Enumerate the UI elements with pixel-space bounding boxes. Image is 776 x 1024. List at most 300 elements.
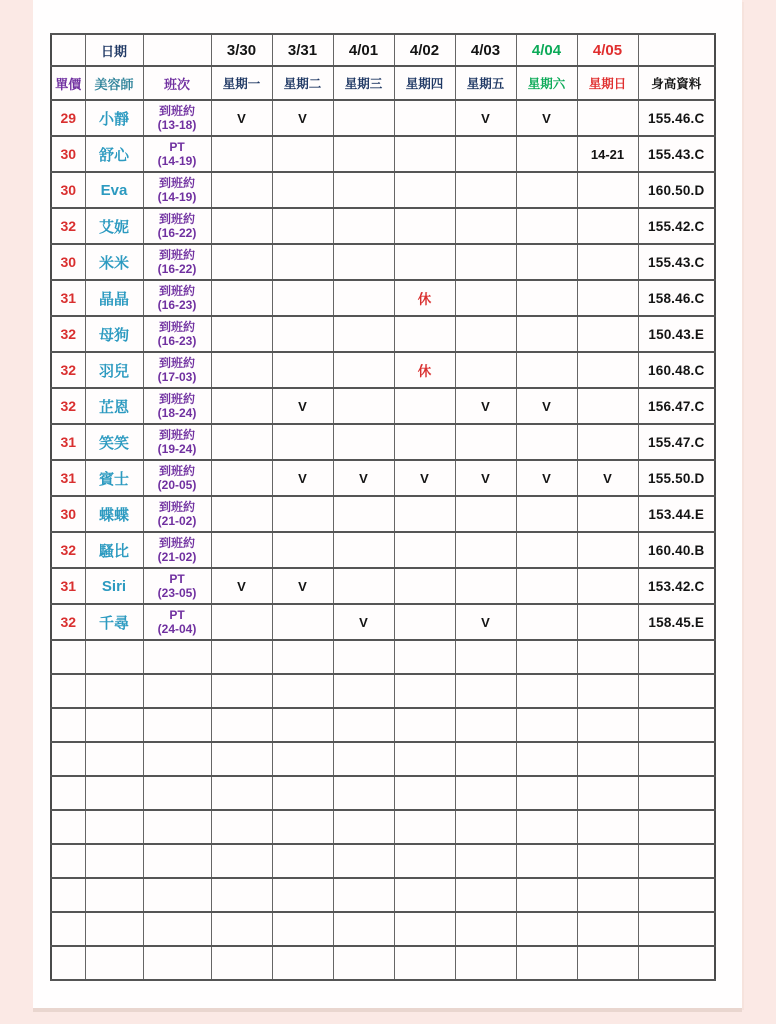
empty-cell xyxy=(394,674,455,708)
day-cell-7 xyxy=(577,568,638,604)
empty-cell xyxy=(211,878,272,912)
day-cell-7 xyxy=(577,172,638,208)
corner-blank-cell xyxy=(51,34,85,66)
empty-cell xyxy=(211,674,272,708)
empty-cell xyxy=(577,912,638,946)
weekday-header-1: 星期一 xyxy=(211,66,272,100)
day-cell-2 xyxy=(272,532,333,568)
empty-cell xyxy=(577,810,638,844)
empty-cell xyxy=(211,776,272,810)
shift-cell: 到班約 (16-23) xyxy=(143,316,211,352)
empty-cell xyxy=(516,708,577,742)
day-cell-1 xyxy=(211,316,272,352)
schedule-row-艾妮 xyxy=(51,208,715,244)
empty-cell xyxy=(333,776,394,810)
day-cell-4: 休 xyxy=(394,352,455,388)
day-cell-6: V xyxy=(516,460,577,496)
empty-cell xyxy=(577,776,638,810)
height-info-cell: 155.42.C xyxy=(638,208,715,244)
schedule-row-母狗 xyxy=(51,316,715,352)
shift-cell: 到班約 (21-02) xyxy=(143,496,211,532)
shift-cell: 到班約 (14-19) xyxy=(143,172,211,208)
price-cell: 32 xyxy=(51,388,85,424)
day-cell-4: 休 xyxy=(394,280,455,316)
height-info-cell: 156.47.C xyxy=(638,388,715,424)
day-cell-1 xyxy=(211,172,272,208)
day-cell-3: V xyxy=(333,460,394,496)
empty-cell xyxy=(51,912,85,946)
shift-blank-header-cell xyxy=(143,34,211,66)
empty-cell xyxy=(455,640,516,674)
empty-cell xyxy=(143,674,211,708)
beautician-name-cell: Eva xyxy=(85,172,143,208)
empty-cell xyxy=(85,946,143,980)
day-cell-3 xyxy=(333,172,394,208)
empty-cell xyxy=(211,640,272,674)
day-cell-1 xyxy=(211,496,272,532)
beautician-name-cell: 羽兒 xyxy=(85,352,143,388)
empty-cell xyxy=(85,776,143,810)
empty-cell xyxy=(143,708,211,742)
day-cell-7: 14-21 xyxy=(577,136,638,172)
height-info-cell: 160.48.C xyxy=(638,352,715,388)
day-cell-6 xyxy=(516,532,577,568)
empty-cell xyxy=(272,742,333,776)
empty-cell xyxy=(516,844,577,878)
empty-cell xyxy=(143,878,211,912)
day-cell-2 xyxy=(272,352,333,388)
empty-cell xyxy=(51,844,85,878)
empty-cell xyxy=(577,742,638,776)
empty-cell xyxy=(85,844,143,878)
day-cell-4: V xyxy=(394,460,455,496)
day-cell-3 xyxy=(333,532,394,568)
beautician-name-cell: 千尋 xyxy=(85,604,143,640)
day-cell-7 xyxy=(577,208,638,244)
shift-cell: 到班約 (20-05) xyxy=(143,460,211,496)
schedule-row-蝶蝶 xyxy=(51,496,715,532)
schedule-row-晶晶 xyxy=(51,280,715,316)
empty-cell xyxy=(85,674,143,708)
day-cell-4 xyxy=(394,604,455,640)
price-cell: 32 xyxy=(51,532,85,568)
empty-cell xyxy=(143,844,211,878)
day-cell-3 xyxy=(333,496,394,532)
day-cell-3 xyxy=(333,568,394,604)
day-cell-2 xyxy=(272,424,333,460)
empty-cell xyxy=(516,640,577,674)
day-cell-3 xyxy=(333,100,394,136)
shift-cell: 到班約 (21-02) xyxy=(143,532,211,568)
weekday-header-4: 星期四 xyxy=(394,66,455,100)
empty-cell xyxy=(455,776,516,810)
day-cell-2: V xyxy=(272,100,333,136)
day-cell-7 xyxy=(577,424,638,460)
empty-cell xyxy=(333,878,394,912)
beautician-name-cell: 艾妮 xyxy=(85,208,143,244)
empty-cell xyxy=(333,912,394,946)
day-cell-4 xyxy=(394,136,455,172)
price-cell: 32 xyxy=(51,208,85,244)
day-cell-6 xyxy=(516,604,577,640)
empty-cell xyxy=(143,742,211,776)
day-cell-5 xyxy=(455,280,516,316)
day-cell-5 xyxy=(455,424,516,460)
height-info-cell: 155.43.C xyxy=(638,244,715,280)
day-cell-6 xyxy=(516,496,577,532)
day-cell-4 xyxy=(394,316,455,352)
date-header-4/05: 4/05 xyxy=(577,34,638,66)
empty-cell xyxy=(333,708,394,742)
day-cell-7 xyxy=(577,244,638,280)
empty-cell xyxy=(638,708,715,742)
beautician-name-cell: 小靜 xyxy=(85,100,143,136)
empty-cell xyxy=(394,844,455,878)
day-cell-6: V xyxy=(516,100,577,136)
height-info-cell: 158.45.E xyxy=(638,604,715,640)
empty-cell xyxy=(516,742,577,776)
empty-cell xyxy=(455,912,516,946)
shift-cell: PT (14-19) xyxy=(143,136,211,172)
schedule-row-千尋 xyxy=(51,604,715,640)
day-cell-3: V xyxy=(333,604,394,640)
day-cell-1 xyxy=(211,460,272,496)
empty-cell xyxy=(516,912,577,946)
empty-cell xyxy=(577,844,638,878)
day-cell-7 xyxy=(577,100,638,136)
day-cell-4 xyxy=(394,172,455,208)
day-cell-1 xyxy=(211,352,272,388)
empty-cell xyxy=(333,640,394,674)
empty-row xyxy=(51,674,715,708)
empty-cell xyxy=(516,674,577,708)
day-cell-7 xyxy=(577,604,638,640)
empty-cell xyxy=(272,776,333,810)
day-cell-2 xyxy=(272,280,333,316)
day-cell-5 xyxy=(455,568,516,604)
day-cell-2: V xyxy=(272,388,333,424)
day-cell-7 xyxy=(577,352,638,388)
empty-cell xyxy=(455,878,516,912)
day-cell-4 xyxy=(394,568,455,604)
price-cell: 32 xyxy=(51,604,85,640)
beautician-name-cell: 芷恩 xyxy=(85,388,143,424)
day-cell-4 xyxy=(394,424,455,460)
empty-cell xyxy=(211,810,272,844)
beautician-name-cell: 騷比 xyxy=(85,532,143,568)
day-cell-7: V xyxy=(577,460,638,496)
empty-cell xyxy=(577,878,638,912)
shift-column-header: 班次 xyxy=(143,66,211,100)
day-cell-5: V xyxy=(455,460,516,496)
empty-cell xyxy=(51,946,85,980)
day-cell-3 xyxy=(333,424,394,460)
day-cell-6: V xyxy=(516,388,577,424)
price-column-header: 單價 xyxy=(51,66,85,100)
price-cell: 31 xyxy=(51,460,85,496)
height-info-column-header: 身高資料 xyxy=(638,66,715,100)
day-cell-6 xyxy=(516,316,577,352)
day-cell-3 xyxy=(333,280,394,316)
day-cell-6 xyxy=(516,568,577,604)
beautician-name-cell: 賓士 xyxy=(85,460,143,496)
day-cell-2 xyxy=(272,172,333,208)
empty-row xyxy=(51,708,715,742)
day-cell-6 xyxy=(516,352,577,388)
empty-cell xyxy=(394,912,455,946)
empty-cell xyxy=(51,810,85,844)
day-cell-1 xyxy=(211,388,272,424)
empty-cell xyxy=(455,742,516,776)
empty-cell xyxy=(638,844,715,878)
day-cell-2 xyxy=(272,604,333,640)
day-cell-1 xyxy=(211,424,272,460)
weekday-header-2: 星期二 xyxy=(272,66,333,100)
empty-cell xyxy=(211,742,272,776)
empty-cell xyxy=(51,742,85,776)
schedule-sheet-card xyxy=(33,0,742,1008)
price-cell: 32 xyxy=(51,316,85,352)
empty-cell xyxy=(638,912,715,946)
price-cell: 31 xyxy=(51,424,85,460)
day-cell-6 xyxy=(516,424,577,460)
day-cell-1 xyxy=(211,604,272,640)
day-cell-3 xyxy=(333,244,394,280)
day-cell-7 xyxy=(577,532,638,568)
day-cell-2 xyxy=(272,208,333,244)
day-cell-5 xyxy=(455,316,516,352)
empty-cell xyxy=(638,946,715,980)
height-info-cell: 150.43.E xyxy=(638,316,715,352)
shift-cell: 到班約 (16-23) xyxy=(143,280,211,316)
day-cell-1: V xyxy=(211,568,272,604)
empty-row xyxy=(51,844,715,878)
price-cell: 30 xyxy=(51,136,85,172)
empty-cell xyxy=(211,946,272,980)
weekday-header-3: 星期三 xyxy=(333,66,394,100)
day-cell-7 xyxy=(577,388,638,424)
day-cell-7 xyxy=(577,316,638,352)
schedule-row-米米 xyxy=(51,244,715,280)
shift-cell: 到班約 (19-24) xyxy=(143,424,211,460)
day-cell-1 xyxy=(211,244,272,280)
schedule-table xyxy=(50,33,716,981)
shift-cell: 到班約 (16-22) xyxy=(143,208,211,244)
empty-cell xyxy=(455,844,516,878)
day-cell-6 xyxy=(516,280,577,316)
weekday-header-7: 星期日 xyxy=(577,66,638,100)
empty-cell xyxy=(85,708,143,742)
day-cell-6 xyxy=(516,244,577,280)
day-cell-3 xyxy=(333,208,394,244)
beautician-column-header: 美容師 xyxy=(85,66,143,100)
height-info-cell: 155.50.D xyxy=(638,460,715,496)
shift-cell: 到班約 (17-03) xyxy=(143,352,211,388)
day-cell-4 xyxy=(394,496,455,532)
empty-cell xyxy=(394,708,455,742)
day-cell-2 xyxy=(272,136,333,172)
empty-cell xyxy=(85,878,143,912)
date-header-row xyxy=(51,34,715,66)
empty-cell xyxy=(394,810,455,844)
day-cell-1 xyxy=(211,280,272,316)
day-cell-1: V xyxy=(211,100,272,136)
day-cell-5 xyxy=(455,244,516,280)
schedule-row-芷恩 xyxy=(51,388,715,424)
day-cell-6 xyxy=(516,172,577,208)
empty-cell xyxy=(394,776,455,810)
empty-cell xyxy=(272,878,333,912)
day-cell-2 xyxy=(272,316,333,352)
schedule-row-賓士 xyxy=(51,460,715,496)
date-header-3/30: 3/30 xyxy=(211,34,272,66)
empty-cell xyxy=(577,640,638,674)
day-cell-5 xyxy=(455,496,516,532)
price-cell: 30 xyxy=(51,172,85,208)
day-cell-4 xyxy=(394,100,455,136)
day-cell-6 xyxy=(516,208,577,244)
empty-row xyxy=(51,878,715,912)
price-cell: 30 xyxy=(51,496,85,532)
beautician-name-cell: 舒心 xyxy=(85,136,143,172)
day-cell-5 xyxy=(455,352,516,388)
empty-row xyxy=(51,776,715,810)
date-header-4/02: 4/02 xyxy=(394,34,455,66)
empty-cell xyxy=(51,776,85,810)
schedule-row-Eva xyxy=(51,172,715,208)
empty-cell xyxy=(272,708,333,742)
empty-cell xyxy=(143,810,211,844)
empty-cell xyxy=(143,640,211,674)
day-cell-5: V xyxy=(455,604,516,640)
beautician-name-cell: 笑笑 xyxy=(85,424,143,460)
empty-row xyxy=(51,742,715,776)
empty-cell xyxy=(211,708,272,742)
empty-cell xyxy=(51,878,85,912)
empty-cell xyxy=(333,810,394,844)
beautician-name-cell: 母狗 xyxy=(85,316,143,352)
empty-cell xyxy=(85,640,143,674)
empty-cell xyxy=(394,878,455,912)
empty-cell xyxy=(211,912,272,946)
empty-cell xyxy=(394,742,455,776)
day-cell-5 xyxy=(455,172,516,208)
day-cell-4 xyxy=(394,388,455,424)
day-cell-5 xyxy=(455,136,516,172)
day-cell-2: V xyxy=(272,568,333,604)
empty-cell xyxy=(272,810,333,844)
day-cell-2 xyxy=(272,496,333,532)
day-cell-4 xyxy=(394,208,455,244)
day-cell-3 xyxy=(333,316,394,352)
schedule-row-Siri xyxy=(51,568,715,604)
price-cell: 30 xyxy=(51,244,85,280)
schedule-row-騷比 xyxy=(51,532,715,568)
column-header-row xyxy=(51,66,715,100)
day-cell-5: V xyxy=(455,100,516,136)
beautician-name-cell: 米米 xyxy=(85,244,143,280)
beautician-name-cell: 蝶蝶 xyxy=(85,496,143,532)
empty-cell xyxy=(85,912,143,946)
empty-cell xyxy=(51,674,85,708)
empty-cell xyxy=(516,810,577,844)
empty-cell xyxy=(516,878,577,912)
empty-cell xyxy=(272,912,333,946)
empty-row xyxy=(51,810,715,844)
empty-cell xyxy=(333,946,394,980)
empty-cell xyxy=(516,946,577,980)
empty-cell xyxy=(638,640,715,674)
empty-row xyxy=(51,640,715,674)
empty-cell xyxy=(143,776,211,810)
height-info-cell: 160.40.B xyxy=(638,532,715,568)
day-cell-1 xyxy=(211,208,272,244)
empty-cell xyxy=(455,708,516,742)
date-label: 日期 xyxy=(85,34,143,66)
empty-cell xyxy=(638,810,715,844)
empty-cell xyxy=(85,810,143,844)
shift-cell: 到班約 (16-22) xyxy=(143,244,211,280)
empty-cell xyxy=(211,844,272,878)
schedule-row-笑笑 xyxy=(51,424,715,460)
empty-cell xyxy=(638,776,715,810)
day-cell-4 xyxy=(394,532,455,568)
height-info-cell: 158.46.C xyxy=(638,280,715,316)
schedule-row-小靜 xyxy=(51,100,715,136)
empty-cell xyxy=(272,674,333,708)
empty-cell xyxy=(394,640,455,674)
beautician-name-cell: Siri xyxy=(85,568,143,604)
day-cell-1 xyxy=(211,136,272,172)
day-cell-4 xyxy=(394,244,455,280)
empty-cell xyxy=(272,844,333,878)
empty-cell xyxy=(333,674,394,708)
empty-cell xyxy=(455,674,516,708)
day-cell-3 xyxy=(333,352,394,388)
empty-cell xyxy=(455,810,516,844)
day-cell-1 xyxy=(211,532,272,568)
price-cell: 31 xyxy=(51,280,85,316)
shift-cell: PT (23-05) xyxy=(143,568,211,604)
day-cell-7 xyxy=(577,496,638,532)
empty-cell xyxy=(85,742,143,776)
empty-cell xyxy=(638,742,715,776)
height-info-cell: 155.43.C xyxy=(638,136,715,172)
empty-cell xyxy=(51,640,85,674)
height-info-cell: 153.42.C xyxy=(638,568,715,604)
day-cell-5: V xyxy=(455,388,516,424)
day-cell-6 xyxy=(516,136,577,172)
empty-cell xyxy=(577,708,638,742)
schedule-row-羽兒 xyxy=(51,352,715,388)
beautician-name-cell: 晶晶 xyxy=(85,280,143,316)
empty-cell xyxy=(143,912,211,946)
shift-cell: 到班約 (13-18) xyxy=(143,100,211,136)
empty-cell xyxy=(333,742,394,776)
empty-cell xyxy=(638,878,715,912)
height-info-cell: 155.47.C xyxy=(638,424,715,460)
empty-cell xyxy=(577,946,638,980)
date-header-3/31: 3/31 xyxy=(272,34,333,66)
empty-cell xyxy=(638,674,715,708)
empty-row xyxy=(51,912,715,946)
day-cell-5 xyxy=(455,208,516,244)
empty-cell xyxy=(516,776,577,810)
height-info-cell: 160.50.D xyxy=(638,172,715,208)
empty-cell xyxy=(394,946,455,980)
empty-row xyxy=(51,946,715,980)
day-cell-3 xyxy=(333,388,394,424)
